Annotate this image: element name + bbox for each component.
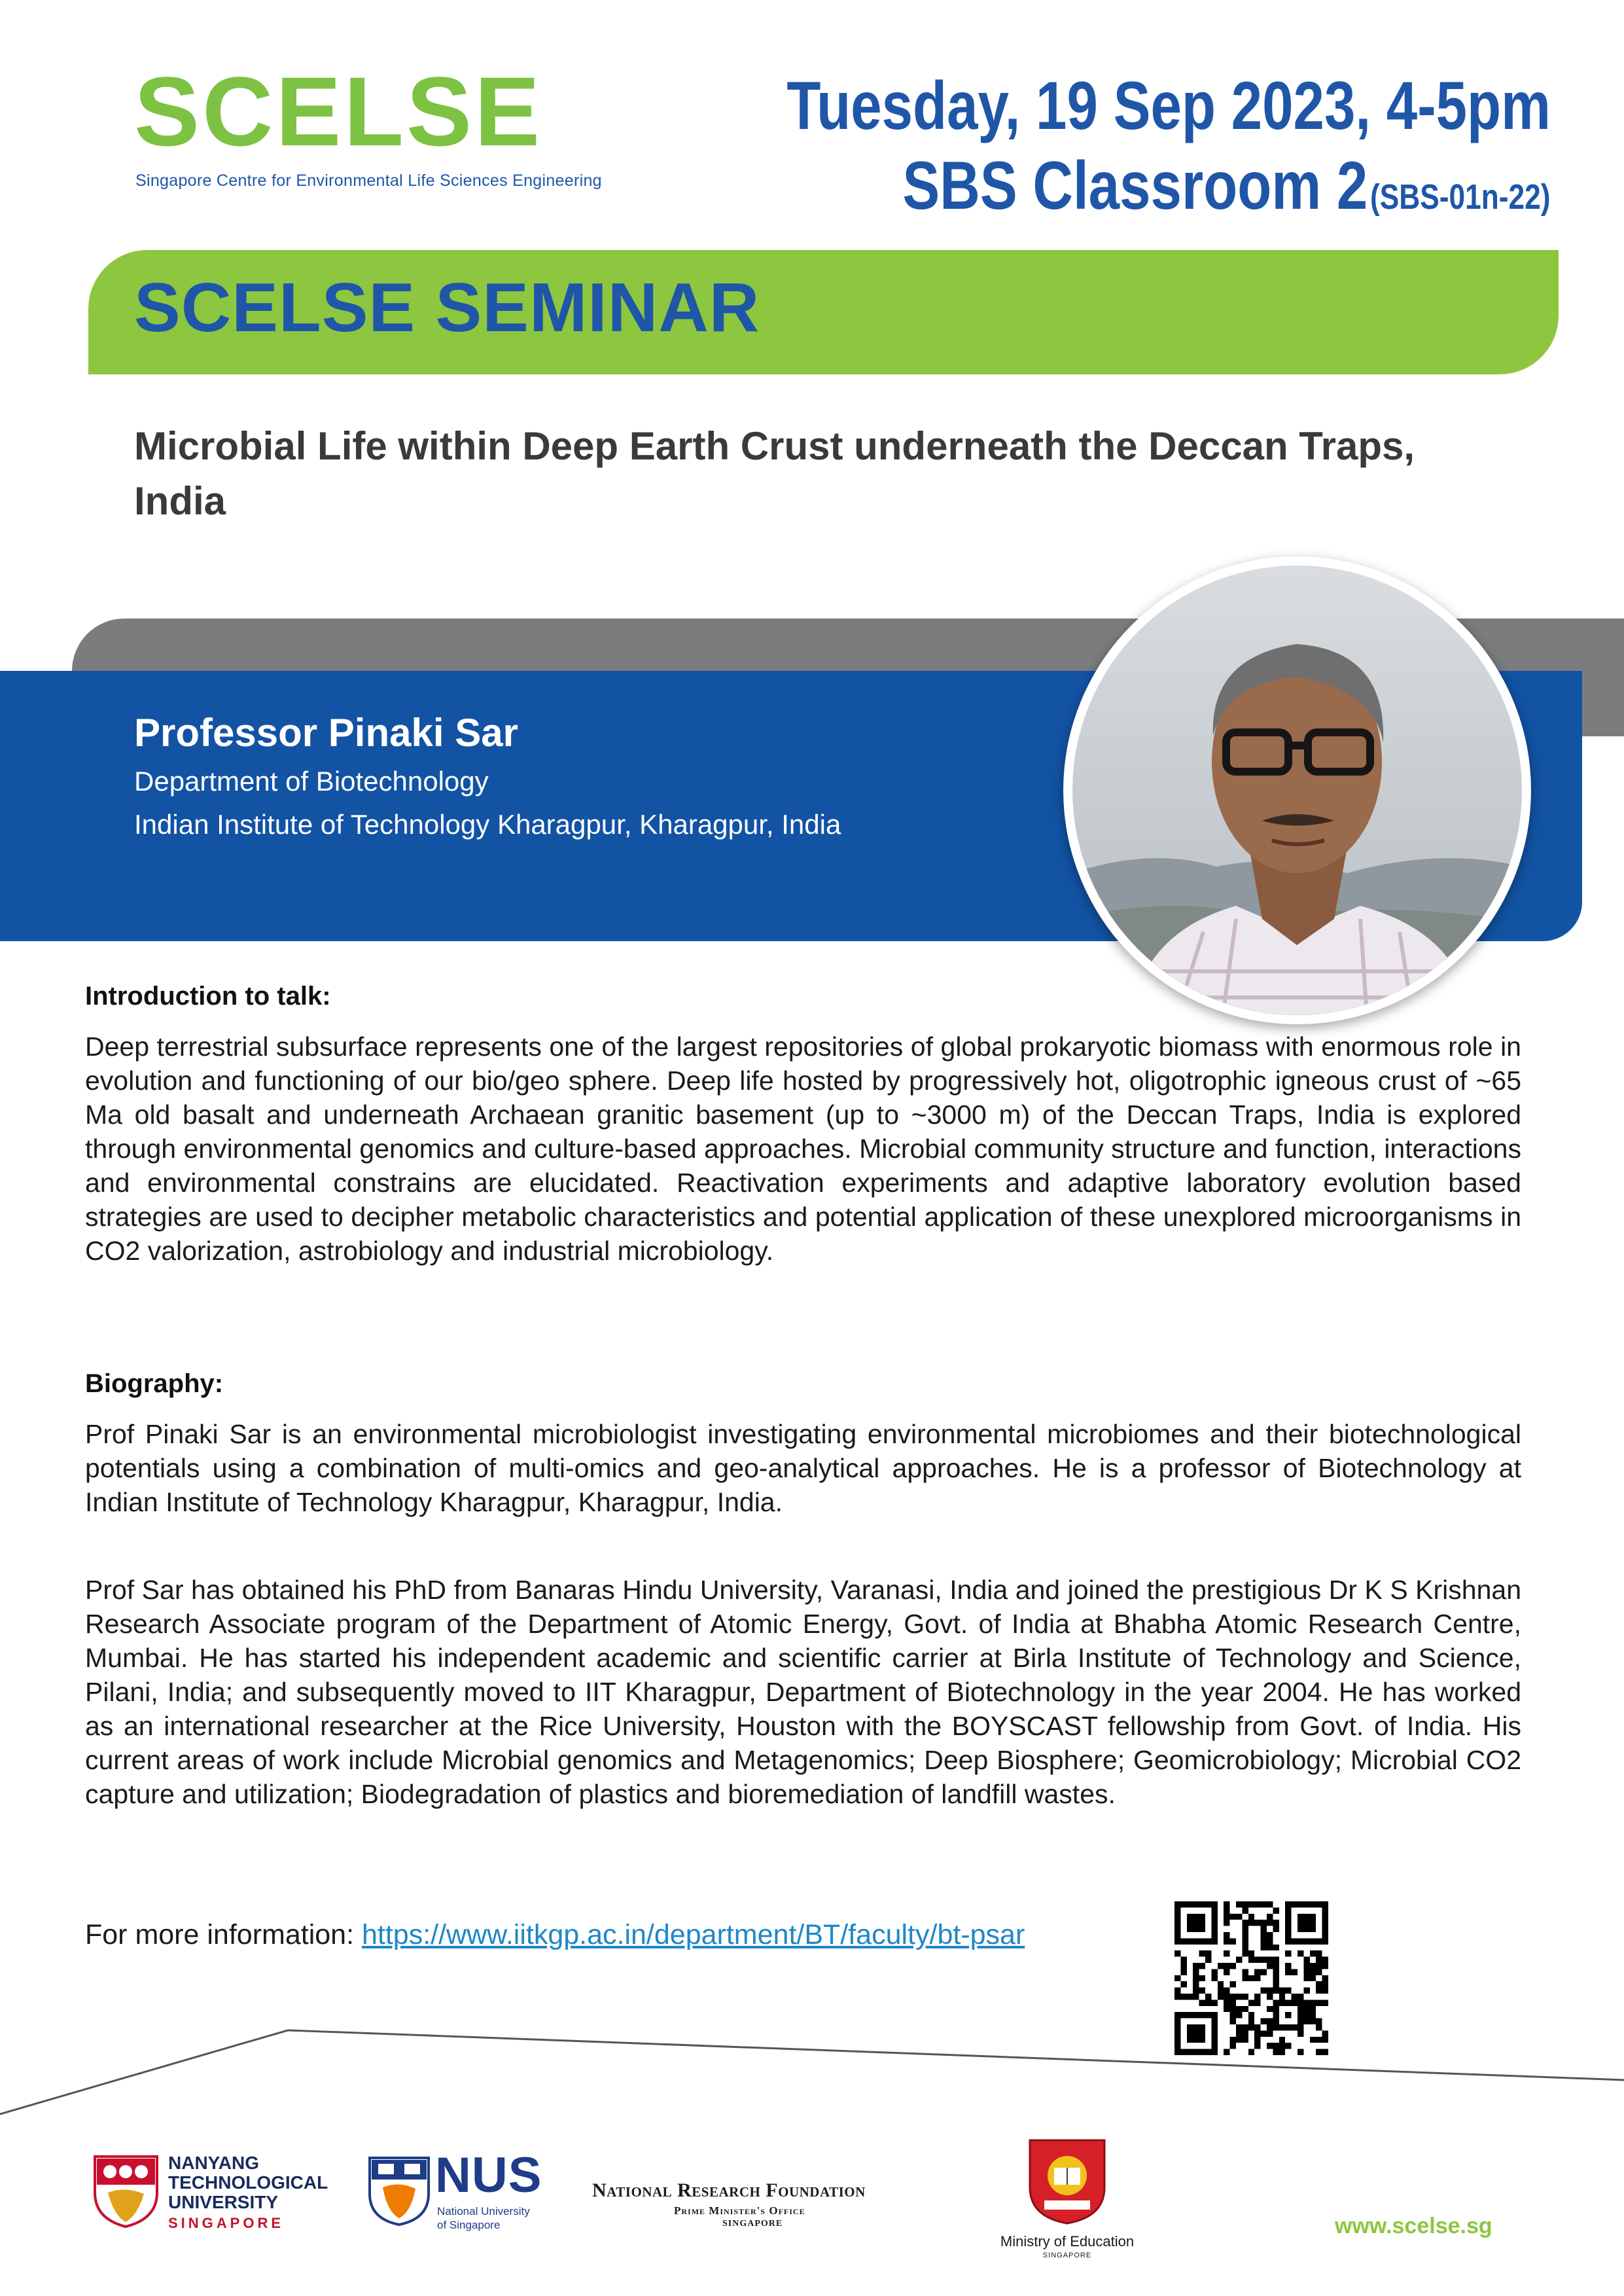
qr-module [1199, 1963, 1205, 1969]
qr-module [1316, 1969, 1322, 1975]
qr-module [1322, 1963, 1328, 1969]
ntu-name-line3: UNIVERSITY [168, 2192, 279, 2212]
qr-module [1254, 1994, 1260, 2000]
moe-name: Ministry of Education [1000, 2233, 1135, 2250]
qr-module [1316, 1963, 1322, 1969]
qr-module [1224, 1969, 1229, 1975]
qr-module [1224, 1938, 1229, 1944]
nrf-name: National Research Foundation [592, 2179, 866, 2201]
qr-module [1224, 1950, 1229, 1956]
qr-module [1261, 1945, 1267, 1950]
qr-module [1224, 1932, 1229, 1938]
event-date-time: Tuesday, 19 Sep 2023, 4-5pm [786, 68, 1551, 144]
moe-country: SINGAPORE [1042, 2251, 1092, 2259]
qr-module [1224, 1907, 1229, 1913]
qr-module [1248, 1914, 1254, 1920]
qr-module [1261, 1938, 1267, 1944]
qr-module [1261, 1932, 1267, 1938]
introduction-text: Deep terrestrial subsurface represents one of the largest repositories of global prokaryotic biomass with enormous role in evolution and functioning of our bio/geo sphere. Deep life hosted by progressively hot, oligotrophic igneous crust of ~65 Ma old basalt and underneath Archaean granitic basement (up to ~3000 m) of the Deccan Traps, India is explored through environmental genomics and culture-based approaches. Microbial community structure and function, interactions and environmental constrains are elucidated. Reactivation experiments and adaptive laboratory evolution based strategies are used to decipher metabolic characteristics and potential application of these unexplored microorganisms in CO2 valorization, astrobiology and industrial microbiology. [85, 1031, 1521, 1266]
qr-module [1205, 1994, 1211, 2000]
qr-module [1193, 1969, 1199, 1975]
qr-module [1193, 1963, 1199, 1969]
qr-module [1242, 1975, 1248, 1981]
qr-module [1180, 1963, 1186, 1969]
nrf-country: SINGAPORE [722, 2219, 783, 2229]
qr-module [1174, 1988, 1180, 1994]
more-information [85, 1919, 1025, 1951]
qr-module [1273, 1963, 1279, 1969]
nus-abbreviation: NUS [435, 2147, 542, 2203]
qr-module [1242, 1907, 1248, 1913]
qr-module [1193, 1981, 1199, 1987]
qr-module [1303, 1963, 1309, 1969]
qr-module [1303, 1957, 1309, 1963]
qr-module [1180, 1981, 1186, 1987]
qr-module [1230, 1994, 1236, 2000]
qr-module [1267, 1945, 1273, 1950]
footer-divider [0, 2003, 1624, 2173]
qr-module [1242, 1969, 1248, 1975]
speaker-name: Professor Pinaki Sar [134, 711, 518, 755]
qr-module [1322, 1988, 1328, 1994]
qr-module [1205, 1950, 1211, 1956]
qr-module [1193, 1988, 1199, 1994]
qr-module [1218, 1988, 1224, 1994]
qr-module [1254, 1957, 1260, 1963]
qr-module [1316, 1988, 1322, 1994]
qr-module [1224, 1914, 1229, 1920]
qr-module [1248, 1957, 1254, 1963]
qr-module [1285, 1963, 1291, 1969]
qr-module [1199, 1975, 1205, 1981]
qr-module [1224, 1988, 1229, 1994]
qr-module [1297, 1994, 1303, 2000]
qr-module [1273, 1981, 1279, 1987]
qr-module [1267, 1901, 1273, 1907]
venue-code: (SBS-01n-22) [1370, 177, 1551, 217]
qr-module [1174, 1950, 1180, 1956]
qr-module [1273, 1945, 1279, 1950]
qr-module [1261, 1969, 1267, 1975]
nus-full-line2: of Singapore [437, 2219, 501, 2231]
qr-module [1242, 1950, 1248, 1956]
qr-module [1292, 1994, 1297, 2000]
qr-module [1180, 1957, 1186, 1963]
qr-module [1267, 1963, 1273, 1969]
qr-module [1254, 1920, 1260, 1926]
introduction-heading: Introduction to talk: [85, 982, 331, 1011]
qr-module [1267, 1957, 1273, 1963]
speaker-portrait-icon [1072, 565, 1522, 1015]
qr-module [1292, 1969, 1297, 1975]
talk-title: Microbial Life within Deep Earth Crust underneath the Deccan Traps, India [134, 424, 1415, 523]
qr-module [1310, 1975, 1316, 1981]
qr-module [1316, 1950, 1322, 1956]
qr-module [1180, 1969, 1186, 1975]
qr-module [1322, 1975, 1328, 1981]
qr-module [1230, 1963, 1236, 1969]
qr-module [1242, 1901, 1248, 1907]
qr-module [1316, 1981, 1322, 1987]
qr-module [1242, 1920, 1248, 1926]
faculty-link[interactable]: https://www.iitkgp.ac.in/department/BT/faculty/bt-psar [361, 1919, 1025, 1950]
qr-module [1273, 1920, 1279, 1926]
qr-module [1267, 1932, 1273, 1938]
qr-module [1273, 1975, 1279, 1981]
qr-module [1285, 1950, 1291, 1956]
nus-crest-icon [366, 2155, 432, 2227]
qr-module [1310, 1963, 1316, 1969]
qr-module [1303, 1969, 1309, 1975]
seminar-label: SCELSE SEMINAR [134, 269, 760, 346]
qr-module [1248, 1920, 1254, 1926]
qr-module [1187, 1994, 1193, 2000]
ntu-name-line1: NANYANG [168, 2153, 259, 2173]
qr-module [1236, 1994, 1242, 2000]
qr-module [1218, 1994, 1224, 2000]
biography-heading: Biography: [85, 1369, 224, 1398]
qr-module [1261, 1901, 1267, 1907]
qr-module [1285, 1969, 1291, 1975]
moe-crest-icon [1025, 2135, 1110, 2227]
qr-module [1297, 1950, 1303, 1956]
qr-module [1261, 1920, 1267, 1926]
ntu-country: SINGAPORE [168, 2215, 285, 2231]
qr-module [1267, 1938, 1273, 1944]
qr-module [1224, 1963, 1229, 1969]
qr-module [1261, 1926, 1267, 1932]
qr-module [1279, 1994, 1285, 2000]
qr-module [1254, 1969, 1260, 1975]
qr-module [1273, 1988, 1279, 1994]
qr-module [1254, 1975, 1260, 1981]
biography-paragraph-1: Prof Pinaki Sar is an environmental microbiologist investigating environmental microbiomes and their biotechnological potentials using a combination of multi-omics and geo-analytical approaches. He is a professor of Biotechnology at Indian Institute of Technology Kharagpur, Kharagpur, India. [85, 1419, 1521, 1517]
qr-module [1180, 1994, 1186, 2000]
ntu-name-line2: TECHNOLOGICAL [168, 2172, 328, 2193]
qr-module [1242, 1932, 1248, 1938]
qr-module [1236, 1957, 1242, 1963]
qr-module [1236, 1914, 1242, 1920]
scelse-website[interactable]: www.scelse.sg [1335, 2214, 1492, 2238]
qr-module [1310, 1969, 1316, 1975]
qr-module [1261, 1957, 1267, 1963]
qr-module [1218, 1981, 1224, 1987]
qr-module [1254, 1901, 1260, 1907]
qr-module [1273, 1969, 1279, 1975]
qr-module [1218, 1963, 1224, 1969]
qr-module [1297, 1914, 1316, 1932]
qr-module [1316, 1957, 1322, 1963]
biography-paragraph-2: Prof Sar has obtained his PhD from Banaras Hindu University, Varanasi, India and joined the prestigious Dr K S Krishnan Research Associate program of the Department of Atomic Energy, Govt. of India at Bhabha Atomic Research Centre, Mumbai. He has started his independent academic and scientific carrier at Birla Institute of Technology and Science, Pilani, India; and subsequently moved to IIT Kharagpur, Department of Biotechnology in the year 2004. He has worked as an international researcher at the Rice University, Houston with the BOYSCAST fellowship from Govt. of India. His current areas of work include Microbial genomics and Metagenomics; Deep Biosphere; Geomicrobiology; Microbial CO2 capture and utilization; Biodegradation of plastics and bioremediation of landfill wastes. [85, 1575, 1521, 1809]
qr-module [1224, 1901, 1229, 1907]
qr-module [1267, 1914, 1273, 1920]
qr-module [1273, 1907, 1279, 1913]
qr-module [1230, 1914, 1236, 1920]
venue-name: SBS Classroom 2 [902, 148, 1368, 224]
qr-module [1285, 1988, 1291, 1994]
nus-full-line1: National University [437, 2205, 530, 2217]
qr-module [1193, 1975, 1199, 1981]
qr-module [1248, 1950, 1254, 1956]
nrf-office: Prime Minister's Office [674, 2204, 805, 2217]
qr-module [1267, 1994, 1273, 2000]
speaker-photo [1063, 556, 1531, 1024]
scelse-full-name: Singapore Centre for Environmental Life Sciences Engineering [135, 171, 602, 190]
qr-module [1224, 1920, 1229, 1926]
qr-module [1303, 1988, 1309, 1994]
qr-module [1273, 1957, 1279, 1963]
qr-module [1261, 1988, 1267, 1994]
qr-module [1322, 1981, 1328, 1987]
speaker-institution: Indian Institute of Technology Kharagpur, Kharagpur, India [134, 809, 841, 840]
qr-module [1267, 1920, 1273, 1926]
nus-full-name [437, 2204, 530, 2232]
qr-module [1199, 1988, 1205, 1994]
qr-module [1322, 1957, 1328, 1963]
qr-module [1273, 1926, 1279, 1932]
qr-module [1230, 1938, 1236, 1944]
scelse-logo-text: SCELSE [134, 56, 543, 166]
qr-module [1248, 1975, 1254, 1981]
speaker-department: Department of Biotechnology [134, 766, 489, 797]
qr-module [1199, 1950, 1205, 1956]
qr-module [1303, 1975, 1309, 1981]
qr-module [1279, 1988, 1285, 1994]
qr-module [1187, 1914, 1205, 1932]
event-venue [902, 148, 1551, 224]
qr-module [1224, 1994, 1229, 2000]
qr-module [1267, 1988, 1273, 1994]
qr-module [1248, 1901, 1254, 1907]
ntu-name [168, 2153, 328, 2212]
qr-module [1242, 1994, 1248, 2000]
qr-module [1174, 1975, 1180, 1981]
qr-module [1193, 1994, 1199, 2000]
qr-module [1242, 1926, 1248, 1932]
qr-module [1236, 1901, 1242, 1907]
qr-module [1205, 1957, 1211, 1963]
more-info-label: For more information: [85, 1919, 362, 1950]
qr-module [1242, 1945, 1248, 1950]
qr-module [1211, 1975, 1217, 1981]
qr-module [1211, 1969, 1217, 1975]
qr-module [1310, 1950, 1316, 1956]
qr-module [1230, 1981, 1236, 1987]
qr-module [1174, 1994, 1180, 2000]
qr-module [1242, 1938, 1248, 1944]
ntu-crest-icon [92, 2153, 160, 2229]
